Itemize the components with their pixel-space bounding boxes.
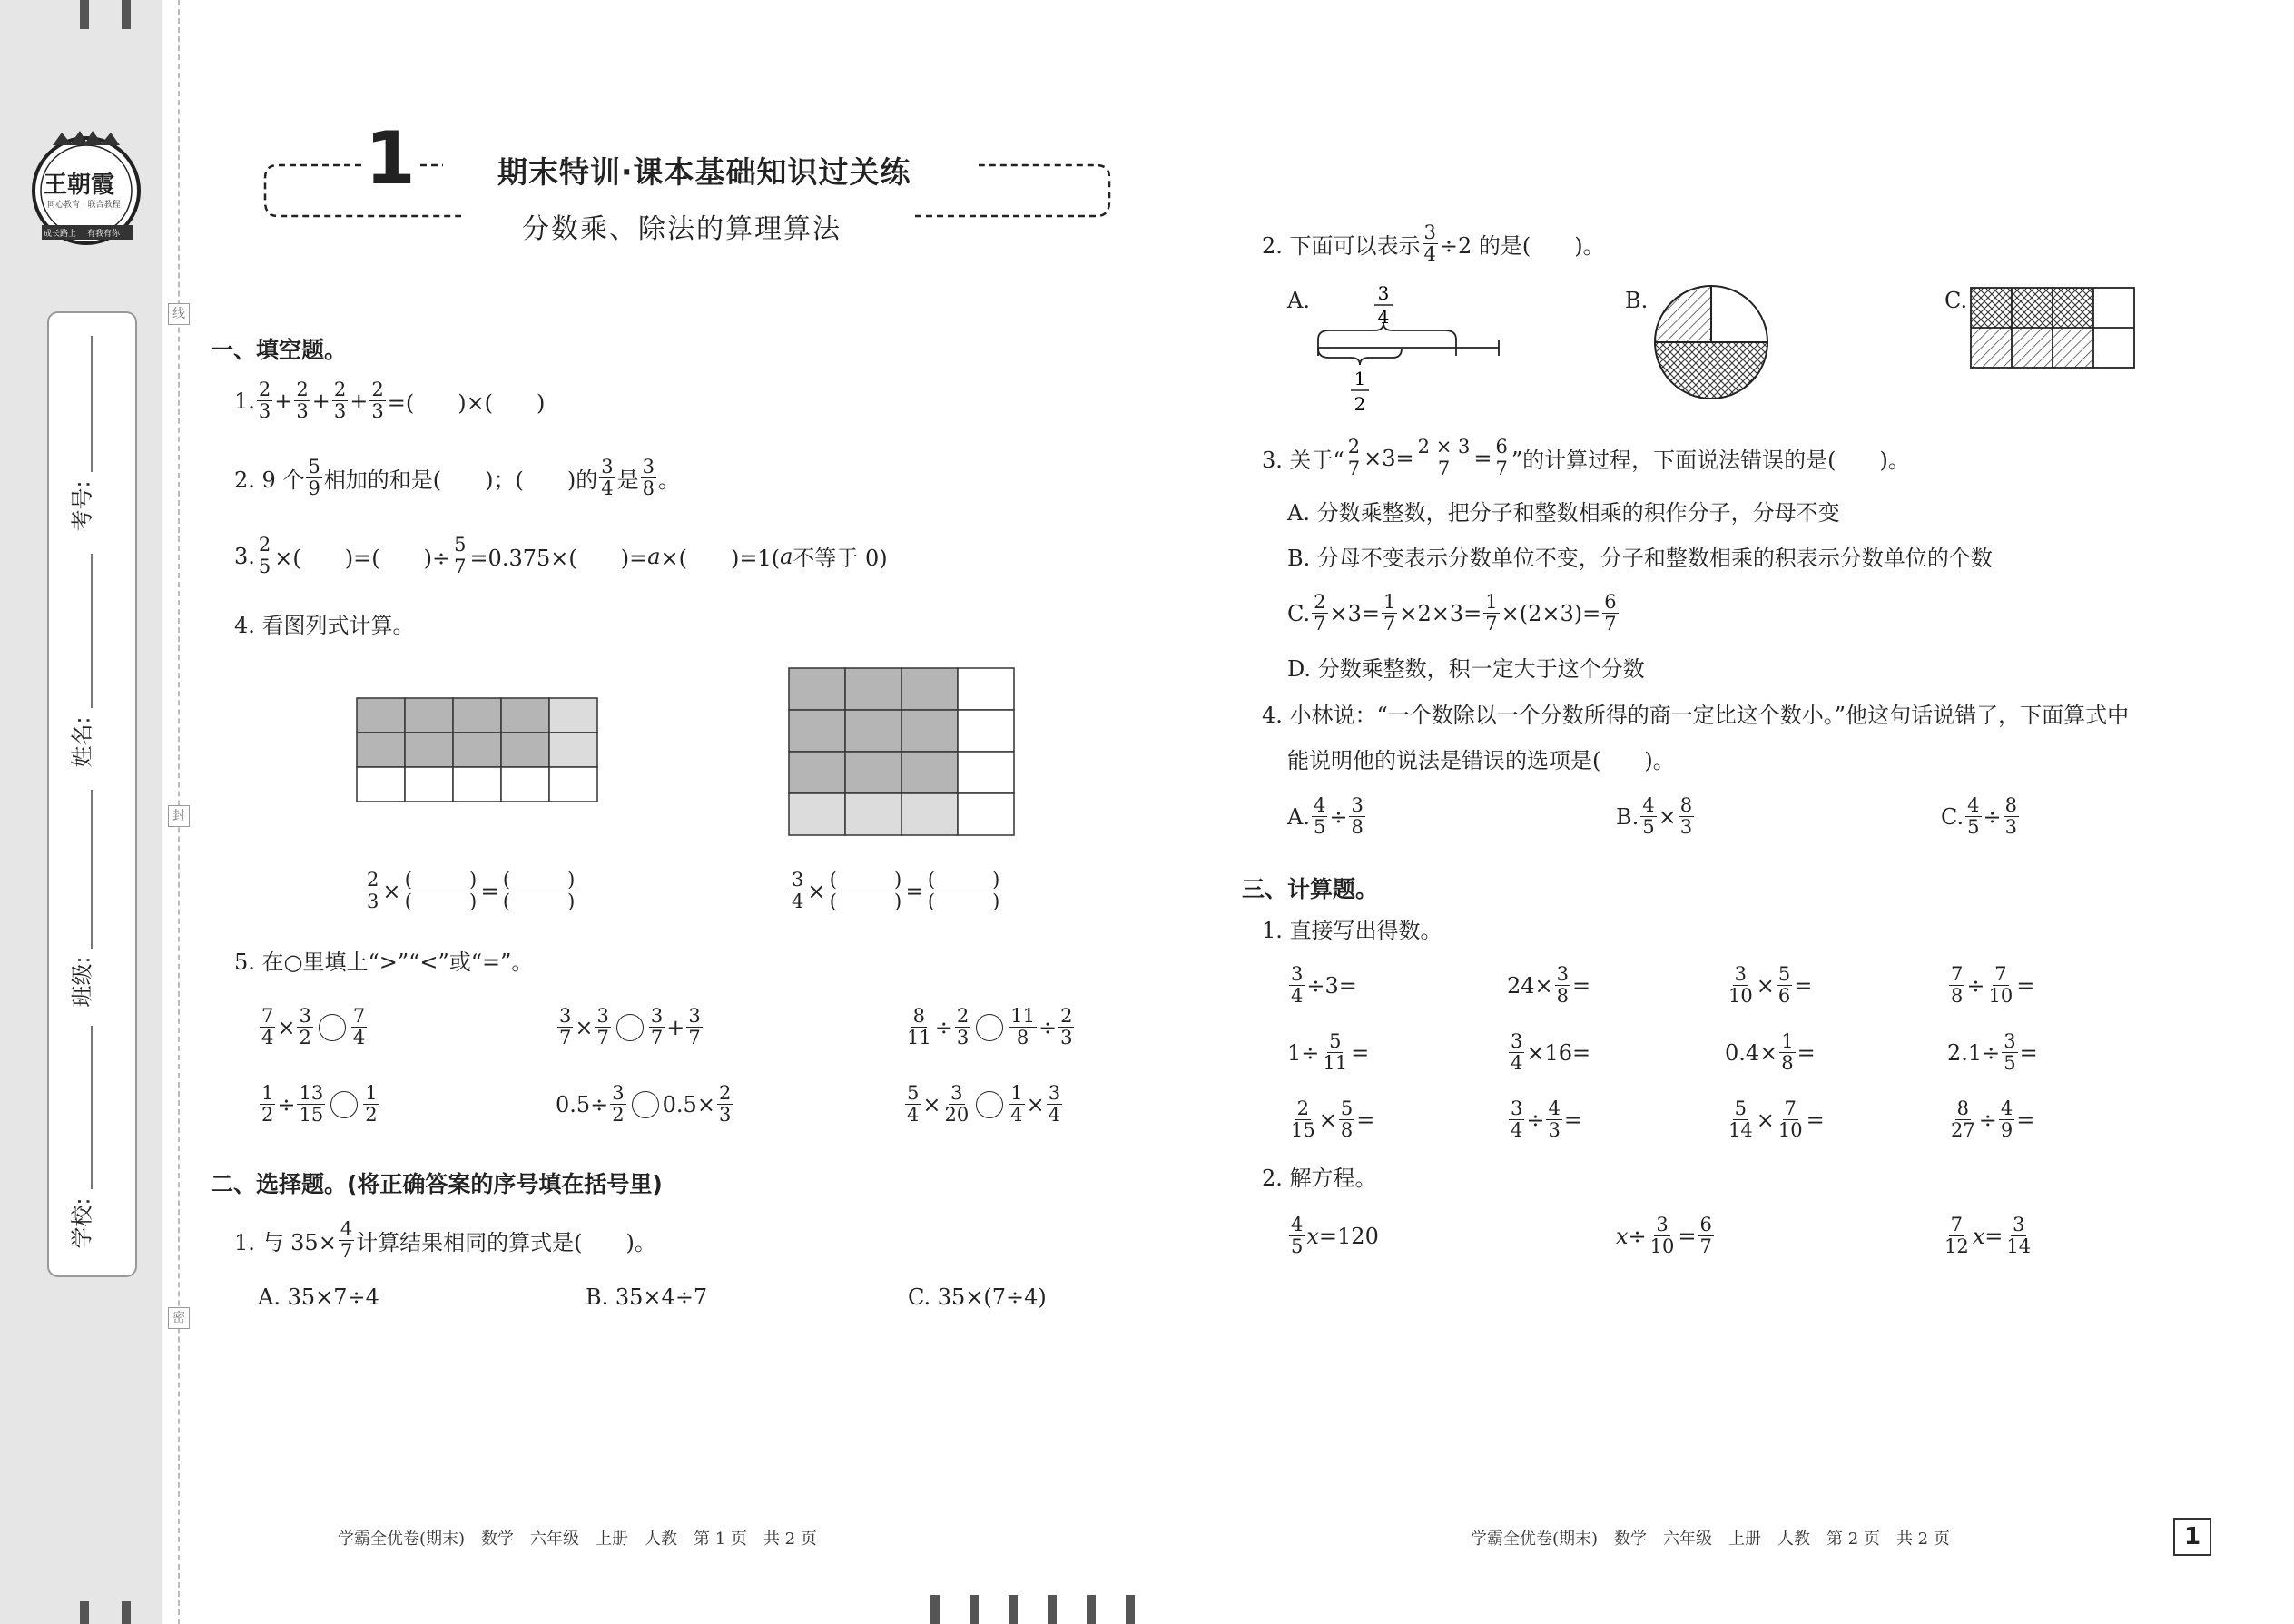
- calc-item[interactable]: 8 27 ÷ 4 9 =: [1951, 1097, 2035, 1141]
- q-text[interactable]: 计算结果相同的算式是( )。: [356, 1230, 656, 1255]
- section1-heading: 一、填空题。: [211, 337, 348, 363]
- registration-mark: [80, 1601, 89, 1624]
- section3-heading: 三、计算题。: [1242, 876, 1379, 902]
- rectangle-figure: [1970, 287, 2135, 370]
- fraction: 2 3: [333, 379, 347, 422]
- choice-q4-option-b[interactable]: B. 4 5 × 8 3: [1616, 794, 1693, 838]
- seal-mark: 封: [168, 805, 190, 827]
- choice-q3-option-b[interactable]: B. 分母不变表示分数单位不变，分子和整数相乘的积表示分数单位的个数: [1287, 546, 1993, 571]
- blank-fraction: ( ) ( ): [501, 870, 577, 912]
- choice-q2-option-c-label[interactable]: C.: [1944, 288, 1968, 313]
- compare-item[interactable]: 0.5÷ $\frac{3}{2}$ 0.5× $\frac{2}{3}$: [556, 1082, 732, 1126]
- choice-q4-line2[interactable]: 能说明他的说法是错误的选项是( )。: [1287, 748, 1675, 773]
- compare-item[interactable]: 1 2 ÷ 13 15 1 2: [261, 1082, 378, 1126]
- compare-item[interactable]: 7 4 × 3 2 7 4: [261, 1005, 366, 1048]
- name-field[interactable]: [91, 554, 93, 708]
- registration-mark: [930, 1595, 940, 1624]
- fraction: 3 8: [642, 456, 655, 499]
- class-label: 班级:: [69, 956, 95, 1008]
- registration-mark: [122, 1601, 131, 1624]
- variable-a: a: [647, 543, 661, 569]
- q1-number: 1.: [234, 388, 255, 414]
- fill-q1: 1. 2 3 + 2 3 + 2 3 + $\frac{2}{3}$ =( )×( ): [234, 379, 546, 422]
- q2-text: 2. 9 个: [234, 468, 305, 493]
- seal-mark: 密: [168, 1307, 190, 1329]
- svg-text:3: 3: [1377, 282, 1390, 304]
- compare-circle: [976, 1014, 1003, 1041]
- equation-item[interactable]: 7 12 x = 3 14: [1944, 1214, 2032, 1257]
- logo-tagline: 同心教育 · 联合教程: [47, 201, 121, 210]
- name-label: 姓名:: [69, 716, 95, 768]
- id-field[interactable]: [91, 336, 93, 472]
- calc-q1: 1. 直接写出得数。: [1262, 918, 1442, 943]
- q3-text: 不等于 0): [793, 546, 888, 571]
- calc-item[interactable]: 5 14 × 7 10 =: [1728, 1097, 1825, 1141]
- q-text: 2. 下面可以表示: [1262, 233, 1421, 259]
- fraction: 5 9: [308, 456, 320, 499]
- number-line-figure: [1313, 280, 1512, 416]
- logo-ribbon-left: 成长路上: [44, 230, 77, 239]
- q1-answer[interactable]: =( )×( ): [387, 390, 546, 416]
- q2-text: 。: [658, 468, 681, 493]
- fill-q3: [234, 535, 888, 577]
- registration-mark: [1009, 1595, 1018, 1624]
- blank-fraction: ( ) ( ): [926, 870, 1002, 912]
- page-number: 1: [2173, 1518, 2211, 1556]
- fill-q4: 4. 看图列式计算。: [234, 613, 415, 638]
- q-text: 3. 关于“: [1262, 448, 1344, 473]
- calc-q2: 2. 解方程。: [1262, 1166, 1377, 1191]
- q3-text: 3.: [234, 543, 255, 569]
- option-label: A.: [1287, 803, 1310, 830]
- compare-item[interactable]: 5 4 × 3 20 1 4 × 3 4: [907, 1082, 1061, 1126]
- calc-item[interactable]: 7 8 ÷ 7 10 =: [1951, 963, 2035, 1007]
- option-label: C.: [1941, 803, 1964, 830]
- registration-mark: [1126, 1595, 1135, 1624]
- fraction: $\frac{2}{3}$: [371, 379, 384, 422]
- q-text: ×3=: [1364, 445, 1414, 471]
- compare-circle: [330, 1091, 358, 1118]
- calc-item[interactable]: 3 10 × 5 6 =: [1728, 963, 1813, 1007]
- registration-mark: [80, 0, 89, 29]
- q-text[interactable]: ÷2 的是( )。: [1439, 233, 1605, 259]
- grid-figure-2: [788, 667, 1017, 840]
- compare-circle: [976, 1091, 1003, 1118]
- fill-q2: [234, 457, 680, 499]
- footer-left: 学霸全优卷(期末) 数学 六年级 上册 人教 第 1 页 共 2 页: [338, 1530, 817, 1549]
- fraction: 3 4: [792, 869, 804, 912]
- equation-item[interactable]: x ÷ 3 10 = 6 7: [1616, 1214, 1712, 1257]
- seal-mark: 线: [168, 303, 190, 325]
- choice-q1-option-b[interactable]: B. 35×4÷7: [586, 1284, 708, 1310]
- q3-text[interactable]: ×( )=( )÷: [274, 546, 451, 571]
- svg-text:2: 2: [1354, 393, 1366, 415]
- id-label: 考号:: [69, 480, 95, 532]
- class-field[interactable]: [91, 790, 93, 949]
- choice-q2-option-b-label[interactable]: B.: [1625, 288, 1649, 313]
- school-field[interactable]: [91, 1026, 93, 1189]
- fraction: $\frac{2}{5}$: [258, 534, 271, 577]
- unit-number: 1: [365, 116, 416, 201]
- compare-item[interactable]: 3 7 × 3 7 3 7 + 3 7: [559, 1005, 701, 1048]
- fraction: $\frac{5}{7}$: [454, 534, 467, 577]
- q2-text[interactable]: 相加的和是( )；( )的: [323, 468, 598, 493]
- calc-item[interactable]: 3 4 ×16=: [1511, 1030, 1591, 1074]
- choice-q1-option-a[interactable]: A. 35×7÷4: [258, 1284, 379, 1310]
- calc-item[interactable]: 0.4× 1 8 =: [1725, 1030, 1816, 1074]
- choice-q4-option-c[interactable]: C. 4 5 ÷ 8 3: [1941, 794, 2017, 838]
- choice-q1-option-c[interactable]: C. 35×(7÷4): [908, 1284, 1047, 1310]
- calc-item[interactable]: 1÷ 5 11 =: [1287, 1030, 1370, 1074]
- variable-a: a: [780, 543, 793, 569]
- choice-q3-option-a[interactable]: A. 分数乘整数，把分子和整数相乘的积作分子，分母不变: [1287, 500, 1840, 526]
- calc-item[interactable]: 3 4 ÷ 4 3 =: [1511, 1097, 1582, 1141]
- calc-item[interactable]: 2.1÷ 3 5 =: [1947, 1030, 2038, 1074]
- choice-q1: 1. 与 35× $\frac{4}{7}$ 计算结果相同的算式是( )。: [234, 1218, 656, 1262]
- compare-circle: [632, 1091, 659, 1118]
- compare-circle: [616, 1014, 644, 1041]
- equation-item[interactable]: 4 5 x =120: [1291, 1214, 1379, 1257]
- q-text: =: [1473, 445, 1492, 471]
- grid1-expression[interactable]: 2 3 × ( ) ( ) = ( ) ( ): [363, 870, 579, 912]
- option-label: C.: [1287, 600, 1311, 626]
- registration-mark: [122, 0, 131, 29]
- calc-item[interactable]: 2 15 × 5 8 =: [1291, 1097, 1375, 1141]
- choice-q2: 2. 下面可以表示 $\frac{3}{4}$ ÷2 的是( )。: [1262, 221, 1605, 265]
- section2-heading: 二、选择题。(将正确答案的序号填在括号里): [211, 1171, 663, 1197]
- choice-q3-option-c[interactable]: C. 2 7 ×3= 1 7 ×2×3= 1 7 ×(2×3)= 6 7: [1287, 591, 1617, 635]
- q2-text: 是: [616, 468, 639, 493]
- blank-fraction: ( ) ( ): [402, 870, 478, 912]
- compare-item[interactable]: 8 11 ÷ 2 3 11 8 ÷ 2 3: [907, 1005, 1073, 1048]
- q3-text[interactable]: ×( )=1(: [660, 546, 781, 571]
- fill-q5: 5. 在○里填上“>”“<”或“=”。: [234, 950, 534, 975]
- logo-name: 王朝霞: [44, 172, 115, 199]
- school-label: 学校:: [69, 1197, 95, 1249]
- circle-figure: [1652, 283, 1775, 406]
- q-text[interactable]: ”的计算过程，下面说法错误的是( )。: [1511, 448, 1910, 473]
- choice-q2-option-a-label[interactable]: A.: [1287, 288, 1310, 313]
- registration-mark: [970, 1595, 979, 1624]
- logo-ribbon-right: 有我有你: [87, 230, 121, 239]
- choice-q4-option-a[interactable]: A. 4 5 ÷ 3 8: [1287, 794, 1364, 838]
- q-text: 1. 与 35×: [234, 1230, 337, 1255]
- fraction: 2 3: [258, 379, 271, 422]
- compare-circle: [319, 1014, 346, 1041]
- fraction: 2 3: [367, 869, 379, 912]
- q3-text[interactable]: =0.375×( )=: [469, 546, 648, 571]
- footer-right: 学霸全优卷(期末) 数学 六年级 上册 人教 第 2 页 共 2 页: [1471, 1530, 1950, 1549]
- svg-text:4: 4: [1377, 306, 1390, 328]
- page-title: 期末特训·课本基础知识过关练: [497, 154, 911, 190]
- option-label: B.: [1616, 803, 1639, 830]
- calc-item[interactable]: 24× 3 8 =: [1507, 963, 1591, 1007]
- registration-mark: [1087, 1595, 1096, 1624]
- choice-q3: 3. 关于“ $\frac{2}{7}$ ×3= $\frac{2 \times 3}{7}$ = $\frac{6}{7}$ ”的计算过程，下面说法错误的是( )。: [1262, 436, 1910, 479]
- grid2-expression[interactable]: 3 4 × ( ) ( ) = ( ) ( ): [788, 870, 1004, 912]
- choice-q3-option-d[interactable]: D. 分数乘整数，积一定大于这个分数: [1287, 656, 1645, 682]
- svg-text:1: 1: [1354, 368, 1366, 389]
- page-subtitle: 分数乘、除法的算理算法: [522, 213, 842, 245]
- fraction: 2 3: [296, 379, 309, 422]
- grid-figure-1: [356, 697, 603, 808]
- registration-mark: [1048, 1595, 1057, 1624]
- fraction: 3 4: [601, 456, 614, 499]
- calc-item[interactable]: 3 4 ÷3=: [1291, 963, 1357, 1007]
- blank-fraction: ( ) ( ): [827, 870, 903, 912]
- choice-q4-line1: 4. 小林说：“一个数除以一个分数所得的商一定比这个数小。”他这句话说错了，下面算式中: [1262, 703, 2130, 728]
